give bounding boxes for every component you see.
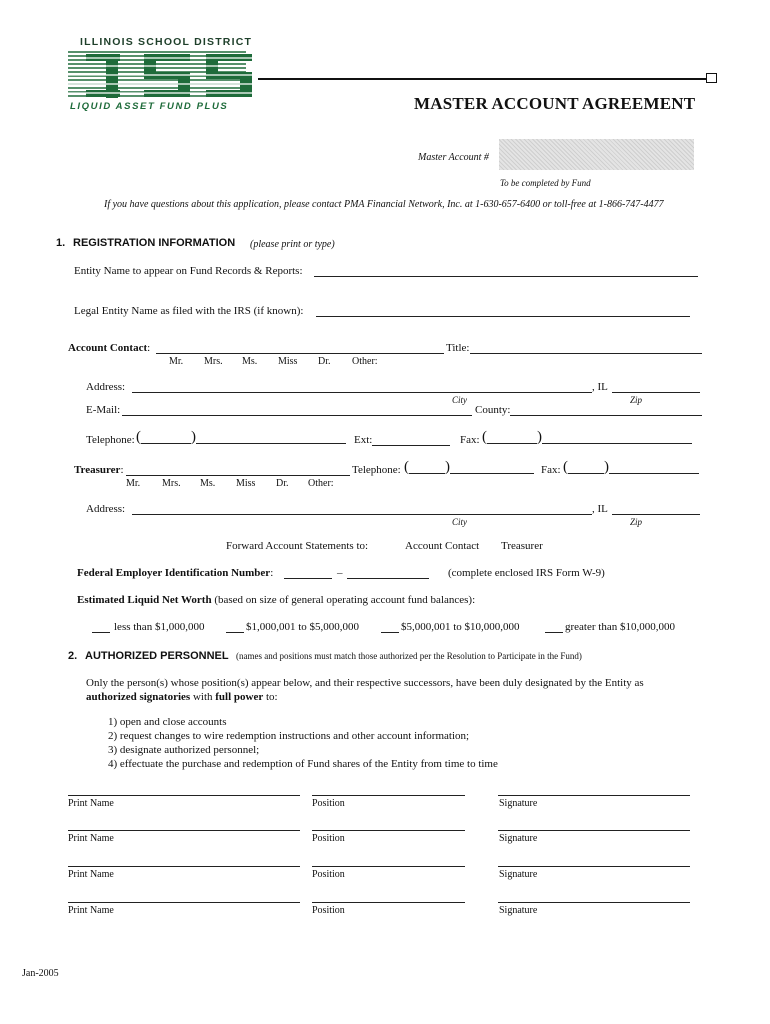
treasurer-honorific[interactable]: Miss: [236, 478, 256, 489]
master-account-note: To be completed by Fund: [500, 178, 591, 188]
contact-honorific[interactable]: Miss: [278, 356, 298, 367]
contact-il-label: , IL: [592, 381, 608, 393]
contact-email-label: E-Mail:: [86, 404, 121, 416]
section1-number: 1.: [56, 237, 66, 249]
contact-fax-field[interactable]: ( ): [482, 431, 692, 444]
org-name-bottom: LIQUID ASSET FUND PLUS: [70, 101, 229, 112]
contact-fax-label: Fax:: [460, 434, 480, 446]
contact-telephone-field[interactable]: ( ): [136, 431, 346, 444]
print-name-label: Print Name: [68, 905, 114, 916]
sig-signature-field-4[interactable]: [498, 902, 690, 903]
net-worth-check-4[interactable]: [545, 632, 563, 633]
treasurer-address-field[interactable]: [132, 514, 592, 515]
treasurer-honorific[interactable]: Other:: [308, 478, 334, 489]
section2-subtitle: (names and positions must match those authorized per the Resolution to Participate in the Fund): [236, 651, 582, 661]
contact-honorific[interactable]: Other:: [352, 356, 378, 367]
section1-title: REGISTRATION INFORMATION: [73, 237, 236, 249]
net-worth-check-2[interactable]: [226, 632, 244, 633]
intro-text: If you have questions about this application, please contact PMA Financial Network, Inc. at 1-630-657-6400 or toll-free at 1-866-747-4477: [104, 199, 664, 210]
org-name-top: ILLINOIS SCHOOL DISTRICT: [80, 36, 253, 48]
treasurer-honorific[interactable]: Mr.: [126, 478, 141, 489]
master-account-field[interactable]: [499, 139, 694, 170]
sig-position-field-4[interactable]: [312, 902, 465, 903]
sig-signature-field-1[interactable]: [498, 795, 690, 796]
sig-position-field-1[interactable]: [312, 795, 465, 796]
contact-zip-field[interactable]: [612, 392, 700, 393]
contact-address-field[interactable]: [132, 392, 592, 393]
contact-honorific[interactable]: Mr.: [169, 356, 184, 367]
net-worth-option: greater than $10,000,000: [565, 621, 675, 633]
power-item: 4) effectuate the purchase and redemption of Fund shares of the Entity from time to time: [108, 758, 498, 770]
section2-paragraph: Only the person(s) whose position(s) appear below, and their respective successors, have been duly designated by the Entity as authorized signatories with full power to:: [86, 677, 644, 703]
net-worth-label: Estimated Liquid Net Worth (based on size of general operating account fund balances):: [77, 594, 476, 606]
sig-name-field-2[interactable]: [68, 830, 300, 831]
contact-honorific[interactable]: Dr.: [318, 356, 331, 367]
forward-option-contact[interactable]: Account Contact: [405, 540, 480, 552]
treasurer-honorific[interactable]: Mrs.: [162, 478, 181, 489]
legal-name-field[interactable]: [316, 316, 690, 317]
sig-name-field-3[interactable]: [68, 866, 300, 867]
fein-label: Federal Employer Identification Number:: [77, 567, 274, 579]
contact-address-label: Address:: [86, 381, 126, 393]
sig-name-field-4[interactable]: [68, 902, 300, 903]
treasurer-honorific[interactable]: Dr.: [276, 478, 289, 489]
contact-ext-label: Ext:: [354, 434, 373, 446]
entity-name-field[interactable]: [314, 276, 698, 277]
page-title: MASTER ACCOUNT AGREEMENT: [414, 94, 696, 113]
contact-zip-caption: Zip: [630, 395, 643, 405]
section2-number: 2.: [68, 650, 78, 662]
treasurer-fax-label: Fax:: [541, 464, 561, 476]
contact-honorific[interactable]: Mrs.: [204, 356, 223, 367]
contact-telephone-label: Telephone:: [86, 434, 135, 446]
legal-name-label: Legal Entity Name as filed with the IRS (if known):: [74, 305, 304, 317]
contact-title-field[interactable]: [470, 353, 702, 354]
net-worth-option: less than $1,000,000: [114, 621, 205, 633]
treasurer-zip-field[interactable]: [612, 514, 700, 515]
treasurer-telephone-field[interactable]: ( ): [404, 461, 534, 474]
power-item: 1) open and close accounts: [108, 716, 227, 728]
master-account-label: Master Account #: [418, 152, 489, 163]
fein-part1-field[interactable]: [284, 578, 332, 579]
fein-dash: –: [337, 567, 343, 579]
treasurer-label: Treasurer:: [74, 464, 124, 476]
treasurer-honorific[interactable]: Ms.: [200, 478, 216, 489]
account-contact-field[interactable]: [156, 353, 444, 354]
sig-position-field-2[interactable]: [312, 830, 465, 831]
treasurer-name-field[interactable]: [126, 475, 350, 476]
contact-honorific[interactable]: Ms.: [242, 356, 258, 367]
position-label: Position: [312, 869, 345, 880]
sig-position-field-3[interactable]: [312, 866, 465, 867]
print-name-label: Print Name: [68, 798, 114, 809]
net-worth-option: $1,000,001 to $5,000,000: [246, 621, 360, 633]
print-name-label: Print Name: [68, 869, 114, 880]
contact-ext-field[interactable]: [372, 445, 450, 446]
contact-county-field[interactable]: [510, 415, 702, 416]
signature-label: Signature: [499, 905, 538, 916]
signature-label: Signature: [499, 798, 538, 809]
net-worth-check-3[interactable]: [381, 632, 399, 633]
contact-county-label: County:: [475, 404, 511, 416]
sig-name-field-1[interactable]: [68, 795, 300, 796]
signature-label: Signature: [499, 869, 538, 880]
treasurer-fax-field[interactable]: ( ): [563, 461, 699, 474]
power-item: 3) designate authorized personnel;: [108, 744, 260, 756]
position-label: Position: [312, 905, 345, 916]
section1-subtitle: (please print or type): [250, 239, 335, 250]
fein-note: (complete enclosed IRS Form W-9): [448, 567, 605, 579]
footer-date: Jan-2005: [22, 968, 59, 979]
account-contact-label: Account Contact:: [68, 342, 151, 354]
section2-title: AUTHORIZED PERSONNEL: [85, 650, 229, 662]
contact-city-caption: City: [452, 395, 467, 405]
sig-signature-field-2[interactable]: [498, 830, 690, 831]
contact-email-field[interactable]: [122, 415, 472, 416]
contact-title-label: Title:: [446, 342, 470, 354]
treasurer-address-label: Address:: [86, 503, 126, 515]
treasurer-city-caption: City: [452, 517, 467, 527]
forward-statements-label: Forward Account Statements to:: [226, 540, 369, 552]
treasurer-il-label: , IL: [592, 503, 608, 515]
signature-label: Signature: [499, 833, 538, 844]
header-rule-end-icon: [706, 73, 717, 83]
sig-signature-field-3[interactable]: [498, 866, 690, 867]
print-name-label: Print Name: [68, 833, 114, 844]
net-worth-option: $5,000,001 to $10,000,000: [401, 621, 520, 633]
position-label: Position: [312, 798, 345, 809]
net-worth-check-1[interactable]: [92, 632, 110, 633]
fund-logo-icon: [66, 48, 256, 100]
header-rule: [258, 78, 708, 80]
power-item: 2) request changes to wire redemption instructions and other account information;: [108, 730, 470, 742]
treasurer-zip-caption: Zip: [630, 517, 643, 527]
position-label: Position: [312, 833, 345, 844]
treasurer-telephone-label: Telephone:: [352, 464, 401, 476]
entity-name-label: Entity Name to appear on Fund Records & Reports:: [74, 265, 303, 277]
fein-part2-field[interactable]: [347, 578, 429, 579]
forward-option-treasurer[interactable]: Treasurer: [501, 540, 543, 552]
